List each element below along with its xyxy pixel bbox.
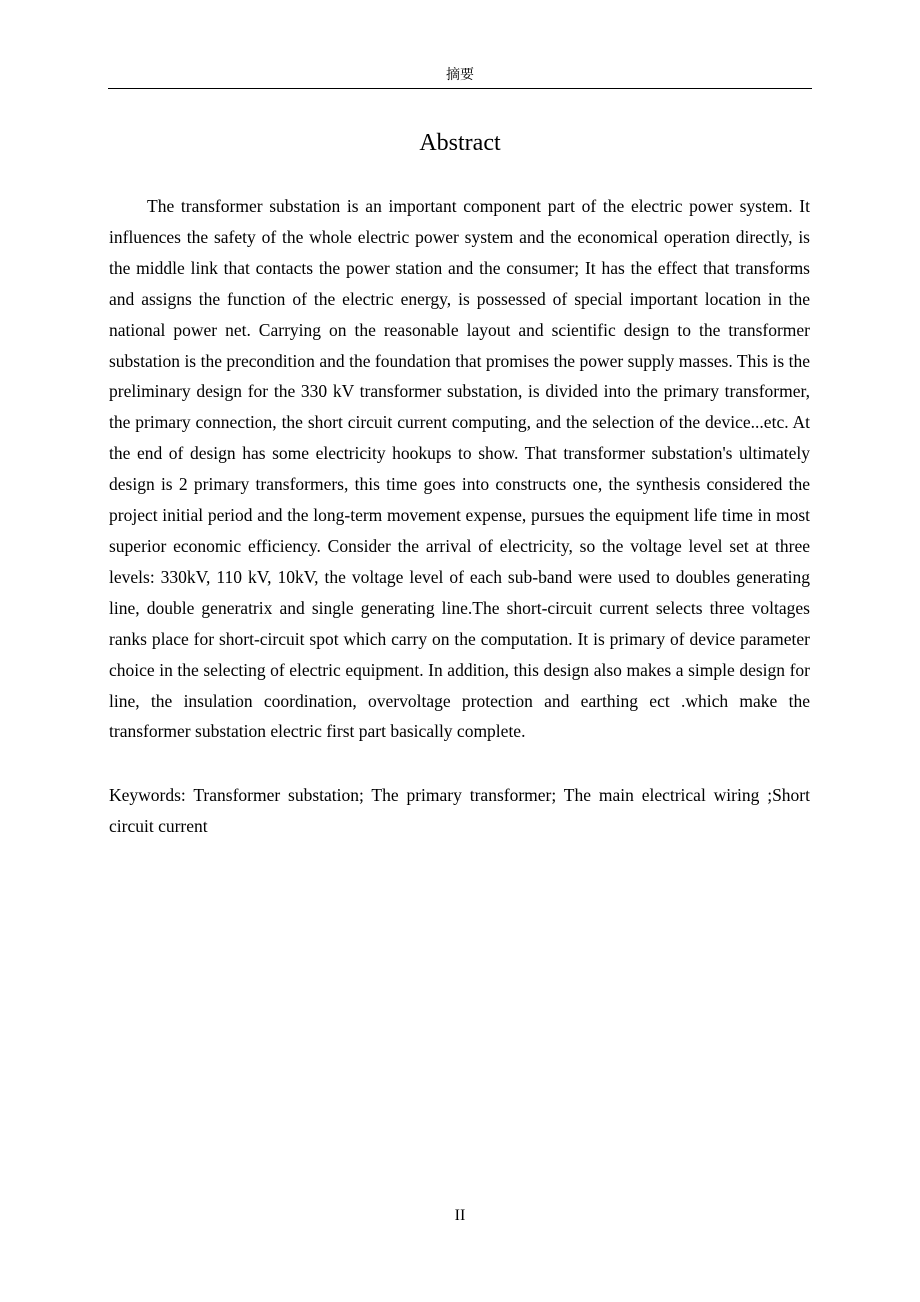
running-header: 摘要	[446, 67, 474, 83]
page-number: II	[454, 1207, 466, 1224]
header-rule	[108, 88, 812, 89]
abstract-title: Abstract	[419, 130, 501, 156]
keywords: Keywords: Transformer substation; The primary transformer; The main electrical wiring ;Short circuit current	[109, 785, 810, 836]
abstract-body: The transformer substation is an important component part of the electric power system. It influences the safety of the whole electric power system and the economical operation directly, is the middle link that contacts the power station and the consumer; It has the effect that transforms and assigns the function of the electric energy, is possessed of special important location in the national power net. Carrying on the reasonable layout and scientific design to the transformer substation is the precondition and the foundation that promises the power supply masses. This is the preliminary design for the 330 kV transformer substation, is divided into the primary transformer, the primary connection, the short circuit current computing, and the selection of the device...etc. At the end of design has some electricity hookups to show. That transformer substation's ultimately design is 2 primary transformers, this time goes into constructs one, the synthesis considered the project initial period and the long-term movement expense, pursues the equipment life time in most superior economic efficiency. Consider the arrival of electricity, so the voltage level set at three levels: 330kV, 110 kV, 10kV, the voltage level of each sub-band were used to doubles generating line, double generatrix and single generating line.The short-circuit current selects three voltages ranks place for short-circuit spot which carry on the computation. It is primary of device parameter choice in the selecting of electric equipment. In addition, this design also makes a simple design for line, the insulation coordination, overvoltage protection and earthing ect .which make the transformer substation electric first part basically complete.	[109, 196, 810, 742]
